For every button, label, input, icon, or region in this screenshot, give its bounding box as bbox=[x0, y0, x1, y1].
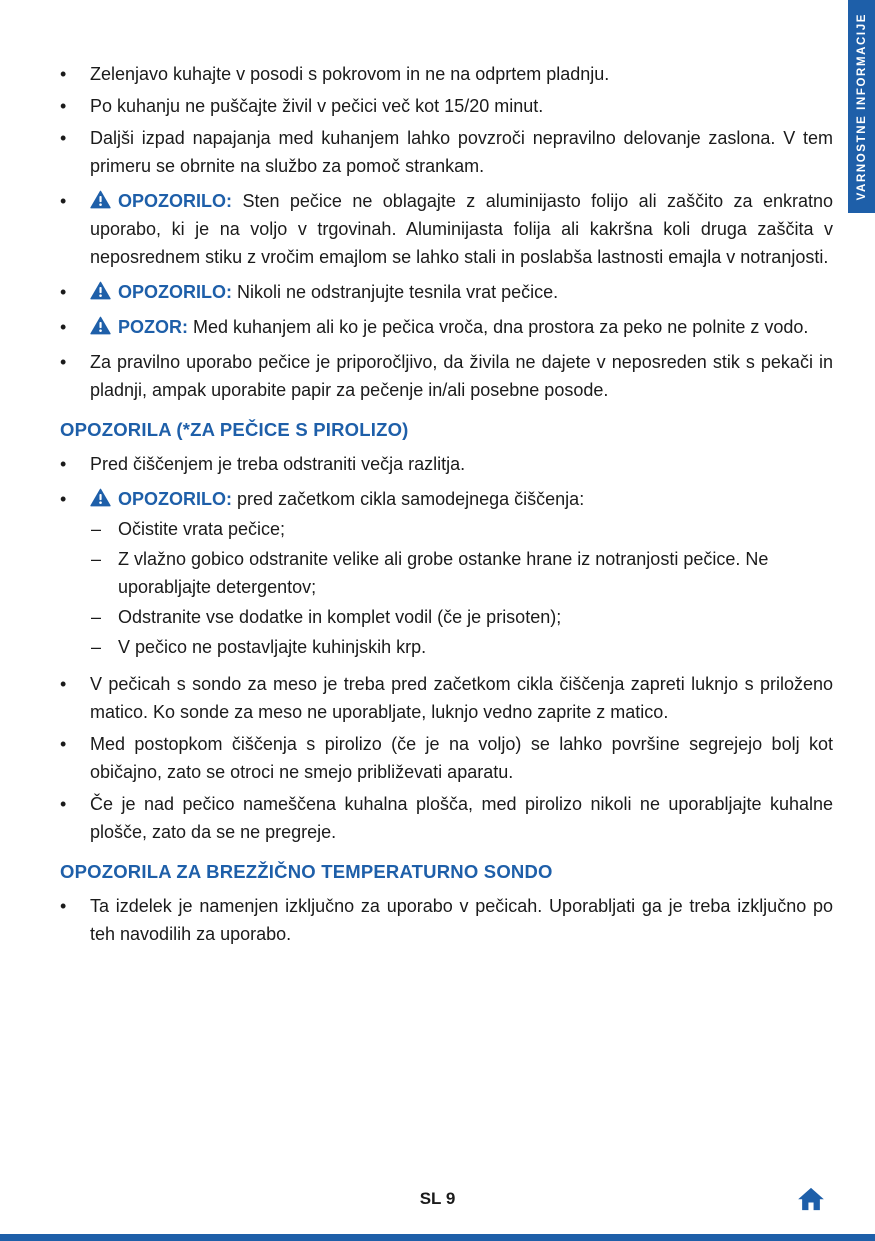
list-item bbox=[60, 92, 833, 120]
side-tab-safety-information bbox=[848, 0, 875, 213]
bullet-marker: • bbox=[60, 896, 67, 916]
dash-marker: – bbox=[91, 637, 102, 657]
warning-list-item bbox=[60, 313, 833, 341]
bullet-marker: • bbox=[60, 734, 67, 754]
list-item-text: Pred čiščenjem je treba odstraniti večja razlitja. bbox=[90, 454, 466, 474]
sub-list-item-text: Očistite vrata pečice; bbox=[118, 519, 286, 539]
warning-body: Med kuhanjem ali ko je pečica vroča, dna prostora za peko ne polnite z vodo. bbox=[193, 317, 809, 337]
list-item bbox=[60, 450, 833, 478]
bullet-marker: • bbox=[60, 191, 67, 211]
list-item bbox=[60, 730, 833, 786]
warning-label: OPOZORILO: bbox=[118, 191, 232, 211]
list-item-text: Za pravilno uporabo pečice je priporočljivo, da živila ne dajete v neposreden stik s pekači in pladnji, ampak uporabite papir za pečenje in/ali posebne posode. bbox=[90, 352, 833, 400]
warning-triangle-icon bbox=[90, 278, 111, 306]
bullet-marker: • bbox=[60, 489, 67, 509]
page-content bbox=[60, 56, 833, 952]
warning-list-item bbox=[60, 485, 833, 663]
bullet-marker: • bbox=[60, 352, 67, 372]
warning-list-item bbox=[60, 187, 833, 271]
section-heading-pyrolysis: OPOZORILA (*ZA PEČICE S PIROLIZO) bbox=[60, 419, 409, 440]
section-heading-wireless-probe: OPOZORILA ZA BREZŽIČNO TEMPERATURNO SONDO bbox=[60, 861, 553, 882]
page-number: SL 9 bbox=[419, 1189, 456, 1208]
list-item bbox=[60, 60, 833, 88]
bullet-marker: • bbox=[60, 64, 67, 84]
warning-body: pred začetkom cikla samodejnega čiščenja: bbox=[237, 489, 585, 509]
bullet-marker: • bbox=[60, 282, 67, 302]
dash-marker: – bbox=[91, 607, 102, 627]
list-item bbox=[60, 124, 833, 180]
sub-list-item bbox=[90, 603, 833, 631]
bullet-marker: • bbox=[60, 674, 67, 694]
list-item-text: Med postopkom čiščenja s pirolizo (če je na voljo) se lahko površine segrejejo bolj kot običajno, zato se otroci ne smejo približevati aparatu. bbox=[90, 734, 833, 782]
sub-list-item bbox=[90, 545, 833, 601]
list-item bbox=[60, 348, 833, 404]
list-item-text: Daljši izpad napajanja med kuhanjem lahko povzroči nepravilno delovanje zaslona. V tem primeru se obrnite na službo za pomoč strankam. bbox=[90, 128, 833, 176]
warning-text bbox=[90, 313, 833, 341]
bullet-marker: • bbox=[60, 96, 67, 116]
warning-text bbox=[90, 278, 833, 306]
bullet-marker: • bbox=[60, 128, 67, 148]
warning-triangle-icon bbox=[90, 187, 111, 215]
warning-triangle-icon bbox=[90, 485, 111, 513]
sub-list-item-text: Odstranite vse dodatke in komplet vodil (če je prisoten); bbox=[118, 607, 562, 627]
sub-list-item bbox=[90, 515, 833, 543]
list-item-text: Zelenjavo kuhajte v posodi s pokrovom in ne na odprtem pladnju. bbox=[90, 64, 610, 84]
list-item-text: Ta izdelek je namenjen izključno za uporabo v pečicah. Uporabljati ga je treba izključno po teh navodilih za uporabo. bbox=[90, 896, 833, 944]
list-item-text: Po kuhanju ne puščajte živil v pečici več kot 15/20 minut. bbox=[90, 96, 544, 116]
warning-label: POZOR: bbox=[118, 317, 188, 337]
bullet-marker: • bbox=[60, 794, 67, 814]
dash-marker: – bbox=[91, 549, 102, 569]
warning-label: OPOZORILO: bbox=[118, 282, 232, 302]
list-item-text: Če je nad pečico nameščena kuhalna plošča, med pirolizo nikoli ne uporabljajte kuhalne plošče, zato da se ne pregreje. bbox=[90, 794, 833, 842]
sub-list-item-text: V pečico ne postavljajte kuhinjskih krp. bbox=[118, 637, 427, 657]
warning-text bbox=[90, 485, 833, 513]
bottom-rule bbox=[0, 1234, 875, 1241]
dash-marker: – bbox=[91, 519, 102, 539]
list-item bbox=[60, 670, 833, 726]
home-icon bbox=[797, 1201, 825, 1216]
list-item bbox=[60, 892, 833, 948]
bullet-marker: • bbox=[60, 454, 67, 474]
warning-text bbox=[90, 187, 833, 271]
warning-label: OPOZORILO: bbox=[118, 489, 232, 509]
home-button[interactable] bbox=[797, 1185, 825, 1213]
warning-list-item bbox=[60, 278, 833, 306]
warning-body: Nikoli ne odstranjujte tesnila vrat pečice. bbox=[237, 282, 559, 302]
side-tab-label: VARNOSTNE INFORMACIJE bbox=[855, 12, 868, 201]
bullet-marker: • bbox=[60, 317, 67, 337]
list-item-text: V pečicah s sondo za meso je treba pred začetkom cikla čiščenja zapreti luknjo s priloženo matico. Ko sonde za meso ne uporabljate, luknjo vedno zaprite z matico. bbox=[90, 674, 833, 722]
sub-list-item bbox=[90, 633, 833, 661]
warning-body: Sten pečice ne oblagajte z aluminijasto folijo ali zaščito za enkratno uporabo, ki je na voljo v trgovinah. Aluminijasta folija ali kakršna koli druga zaščita v neposrednem stiku z vročim emajlom se lahko stali in poslabša lastnosti emajla v notranjosti. bbox=[90, 191, 833, 267]
list-item bbox=[60, 790, 833, 846]
warning-triangle-icon bbox=[90, 313, 111, 341]
sub-list-item-text: Z vlažno gobico odstranite velike ali grobe ostanke hrane iz notranjosti pečice. Ne uporabljajte detergentov; bbox=[118, 549, 769, 597]
